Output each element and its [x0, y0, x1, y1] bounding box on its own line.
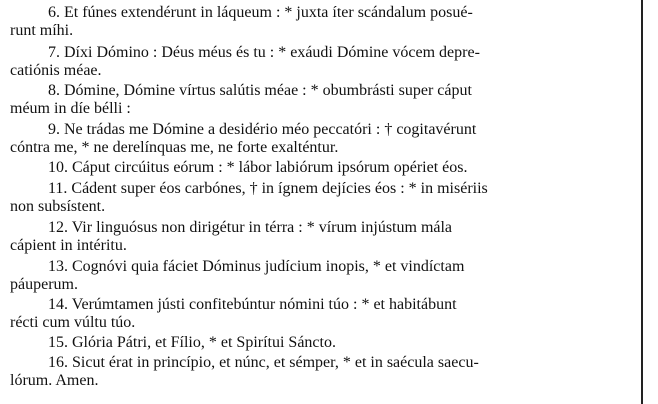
vertical-rule	[641, 0, 643, 404]
verse-line: 12. Vir linguósus non dirigétur in térra : * vírum injústum mála	[48, 219, 453, 236]
verse-line: 9. Ne trádas me Dómine a desidério méo peccatóri : † cogitavérunt	[48, 121, 477, 138]
verse-line: récti cum vúltu túo.	[10, 314, 136, 331]
verse-8	[0, 78, 640, 118]
verse-line: runt míhi.	[10, 22, 74, 39]
verse-14	[0, 292, 640, 332]
verse-line: 11. Cádent super éos carbónes, † in ígnem dejícies éos : * in misériis	[48, 180, 488, 197]
verse-line: páuperum.	[10, 276, 78, 293]
verse-11	[0, 176, 640, 216]
verse-12	[0, 215, 640, 255]
verse-line: 13. Cognóvi quia fáciet Dóminus judícium inopis, * et vindíctam	[48, 258, 465, 275]
verse-line: lórum. Amen.	[10, 372, 99, 389]
verse-line: cápient in intéritu.	[10, 237, 127, 254]
verse-line: 16. Sicut érat in princípio, et núnc, et sémper, * et in saécula saecu-	[48, 354, 479, 371]
verse-line: 14. Verúmtamen jústi confitebúntur nómini túo : * et habitábunt	[48, 296, 457, 313]
verse-line: méum in díe bélli :	[10, 100, 131, 117]
verse-6	[0, 0, 640, 40]
verse-line: catiónis méae.	[10, 62, 102, 79]
verse-9	[0, 117, 640, 157]
verse-line: 10. Cáput circúitus eórum : * lábor labiórum ipsórum opériet éos.	[48, 159, 468, 176]
verse-13	[0, 254, 640, 294]
verse-line: 15. Glória Pátri, et Fílio, * et Spirítui Sáncto.	[48, 334, 336, 351]
verse-line: cóntra me, * ne derelínquas me, ne forte exalténtur.	[10, 139, 339, 156]
verse-line: non subsístent.	[10, 198, 106, 215]
verse-line: 7. Díxi Dómino : Déus méus és tu : * exáudi Dómine vócem depre-	[48, 44, 480, 61]
verse-line: 8. Dómine, Dómine vírtus salútis méae : * obumbrásti super cáput	[48, 82, 472, 99]
verse-16	[0, 350, 640, 390]
verse-line: 6. Et fúnes extendérunt in láqueum : * juxta íter scándalum posué-	[48, 4, 473, 21]
verse-7	[0, 40, 640, 80]
